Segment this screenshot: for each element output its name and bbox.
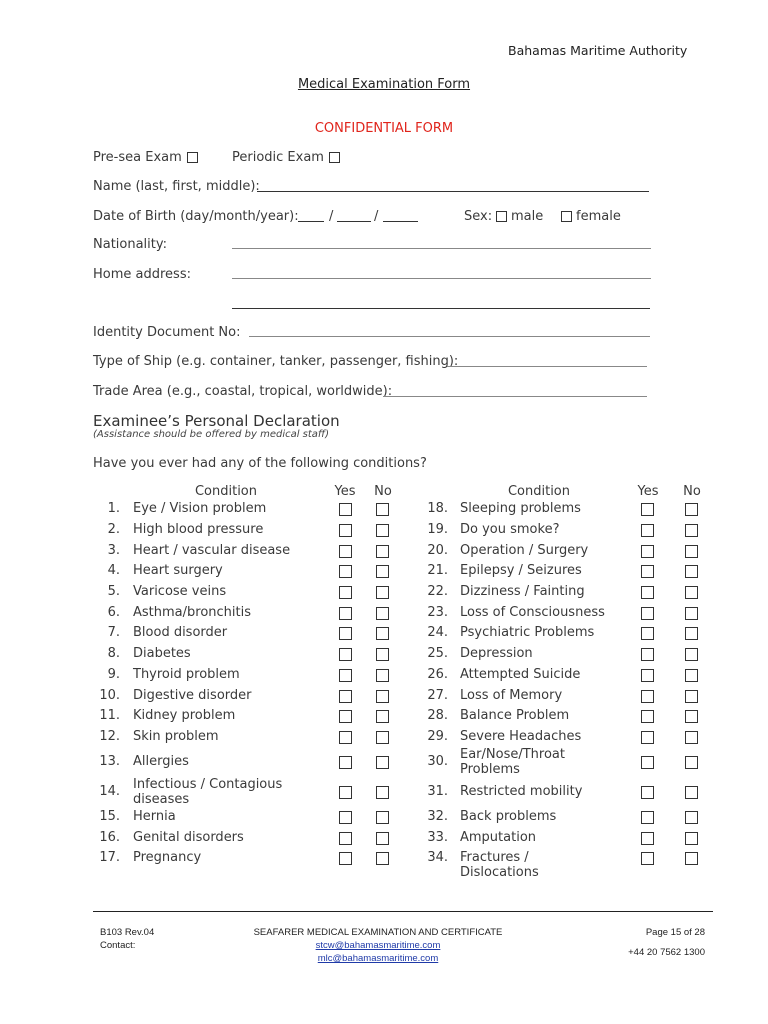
condition-number: 9. <box>107 667 120 682</box>
condition-number: 14. <box>99 784 120 799</box>
yes-checkbox[interactable] <box>339 627 352 640</box>
address-label: Home address: <box>93 267 191 282</box>
periodic-exam-option[interactable] <box>232 150 340 165</box>
condition-label: Hernia <box>133 809 176 824</box>
yes-checkbox[interactable] <box>641 731 654 744</box>
female-label: female <box>576 209 621 224</box>
male-option[interactable] <box>492 209 543 224</box>
confidential-label: CONFIDENTIAL FORM <box>314 121 454 136</box>
yes-column-header: Yes <box>334 484 356 499</box>
dob-year-field[interactable] <box>383 221 418 222</box>
yes-checkbox[interactable] <box>339 710 352 723</box>
condition-number: 26. <box>427 667 448 682</box>
yes-checkbox[interactable] <box>339 852 352 865</box>
no-column-header: No <box>374 484 392 499</box>
no-checkbox[interactable] <box>685 690 698 703</box>
no-checkbox[interactable] <box>685 811 698 824</box>
no-checkbox[interactable] <box>685 710 698 723</box>
name-field[interactable] <box>257 191 649 192</box>
no-checkbox[interactable] <box>376 731 389 744</box>
condition-number: 17. <box>99 850 120 865</box>
condition-number: 20. <box>427 543 448 558</box>
yes-checkbox[interactable] <box>641 690 654 703</box>
condition-label: Loss of Memory <box>460 688 563 703</box>
yes-checkbox[interactable] <box>339 811 352 824</box>
contact-label: Contact: <box>100 940 136 951</box>
no-checkbox[interactable] <box>376 852 389 865</box>
trade-area-field[interactable] <box>383 396 647 397</box>
no-checkbox[interactable] <box>376 524 389 537</box>
female-option[interactable] <box>557 209 621 224</box>
condition-number: 6. <box>107 605 120 620</box>
condition-number: 28. <box>427 708 448 723</box>
male-checkbox[interactable] <box>496 211 507 222</box>
no-checkbox[interactable] <box>685 786 698 799</box>
condition-number: 27. <box>427 688 448 703</box>
email-mlc-link[interactable]: mlc@bahamasmaritime.com <box>317 953 439 964</box>
yes-checkbox[interactable] <box>339 786 352 799</box>
yes-checkbox[interactable] <box>641 756 654 769</box>
name-label: Name (last, first, middle): <box>93 179 260 194</box>
sex-label: Sex: <box>464 209 493 224</box>
condition-number: 16. <box>99 830 120 845</box>
condition-label: Digestive disorder <box>133 688 252 703</box>
yes-checkbox[interactable] <box>641 607 654 620</box>
dob-month-field[interactable] <box>337 221 371 222</box>
no-checkbox[interactable] <box>685 731 698 744</box>
no-checkbox[interactable] <box>685 607 698 620</box>
condition-label: Pregnancy <box>133 850 202 865</box>
declaration-note: (Assistance should be offered by medical staff) <box>93 429 330 440</box>
no-checkbox[interactable] <box>376 503 389 516</box>
yes-checkbox[interactable] <box>339 586 352 599</box>
declaration-question: Have you ever had any of the following conditions? <box>93 456 427 471</box>
condition-number: 22. <box>427 584 448 599</box>
condition-label: Ear/Nose/Throat Problems <box>460 747 565 777</box>
condition-label: Back problems <box>460 809 557 824</box>
condition-label: Genital disorders <box>133 830 244 845</box>
no-checkbox[interactable] <box>376 690 389 703</box>
doc-code: B103 Rev.04 <box>100 927 155 938</box>
yes-checkbox[interactable] <box>339 669 352 682</box>
condition-label: Loss of Consciousness <box>460 605 605 620</box>
yes-checkbox[interactable] <box>641 524 654 537</box>
condition-label: Psychiatric Problems <box>460 625 595 640</box>
yes-checkbox[interactable] <box>641 565 654 578</box>
condition-label: High blood pressure <box>133 522 264 537</box>
condition-number: 3. <box>107 543 120 558</box>
condition-label: Amputation <box>460 830 537 845</box>
yes-checkbox[interactable] <box>641 786 654 799</box>
no-checkbox[interactable] <box>685 669 698 682</box>
condition-label: Diabetes <box>133 646 191 661</box>
yes-checkbox[interactable] <box>641 648 654 661</box>
yes-checkbox[interactable] <box>641 811 654 824</box>
condition-label: Attempted Suicide <box>460 667 581 682</box>
condition-label: Operation / Surgery <box>460 543 589 558</box>
periodic-checkbox[interactable] <box>329 152 340 163</box>
condition-label: Thyroid problem <box>133 667 240 682</box>
no-checkbox[interactable] <box>376 811 389 824</box>
no-checkbox[interactable] <box>376 669 389 682</box>
condition-number: 23. <box>427 605 448 620</box>
no-column-header: No <box>683 484 701 499</box>
yes-checkbox[interactable] <box>339 565 352 578</box>
condition-label: Heart / vascular disease <box>133 543 291 558</box>
ship-type-label: Type of Ship (e.g. container, tanker, passenger, fishing): <box>93 354 459 369</box>
condition-number: 2. <box>107 522 120 537</box>
condition-column-header: Condition <box>507 484 571 499</box>
condition-label: Restricted mobility <box>460 784 583 799</box>
no-checkbox[interactable] <box>685 586 698 599</box>
authority-name: Bahamas Maritime Authority <box>508 43 688 58</box>
no-checkbox[interactable] <box>685 545 698 558</box>
no-checkbox[interactable] <box>376 710 389 723</box>
declaration-heading: Examinee’s Personal Declaration <box>93 412 340 430</box>
condition-number: 7. <box>107 625 120 640</box>
yes-checkbox[interactable] <box>641 627 654 640</box>
condition-label: Kidney problem <box>133 708 236 723</box>
condition-label: Do you smoke? <box>460 522 560 537</box>
address-field-line-2[interactable] <box>232 308 650 309</box>
no-checkbox[interactable] <box>376 545 389 558</box>
nationality-label: Nationality: <box>93 237 168 252</box>
yes-checkbox[interactable] <box>641 545 654 558</box>
no-checkbox[interactable] <box>376 756 389 769</box>
yes-checkbox[interactable] <box>641 832 654 845</box>
pre-sea-checkbox[interactable] <box>187 152 198 163</box>
no-checkbox[interactable] <box>685 524 698 537</box>
yes-checkbox[interactable] <box>339 731 352 744</box>
condition-number: 4. <box>107 563 120 578</box>
no-checkbox[interactable] <box>685 756 698 769</box>
condition-label: Skin problem <box>133 729 219 744</box>
no-checkbox[interactable] <box>376 786 389 799</box>
condition-number: 34. <box>427 850 448 865</box>
condition-number: 31. <box>427 784 448 799</box>
condition-label: Allergies <box>133 754 189 769</box>
yes-checkbox[interactable] <box>339 690 352 703</box>
condition-label: Blood disorder <box>133 625 228 640</box>
condition-label: Depression <box>460 646 533 661</box>
condition-number: 11. <box>99 708 120 723</box>
yes-checkbox[interactable] <box>339 524 352 537</box>
doc-title: SEAFARER MEDICAL EXAMINATION AND CERTIFICATE <box>253 927 503 938</box>
condition-label: Infectious / Contagious diseases <box>133 777 283 807</box>
pre-sea-label: Pre-sea Exam <box>93 150 182 165</box>
email-stcw-link[interactable]: stcw@bahamasmaritime.com <box>315 940 441 951</box>
yes-checkbox[interactable] <box>641 669 654 682</box>
yes-checkbox[interactable] <box>339 832 352 845</box>
ship-type-field[interactable] <box>447 366 647 367</box>
condition-number: 29. <box>427 729 448 744</box>
condition-number: 21. <box>427 563 448 578</box>
no-checkbox[interactable] <box>376 627 389 640</box>
condition-number: 10. <box>99 688 120 703</box>
yes-checkbox[interactable] <box>641 852 654 865</box>
no-checkbox[interactable] <box>376 648 389 661</box>
condition-number: 33. <box>427 830 448 845</box>
dob-day-field[interactable] <box>298 221 324 222</box>
condition-label: Epilepsy / Seizures <box>460 563 582 578</box>
no-checkbox[interactable] <box>376 565 389 578</box>
yes-checkbox[interactable] <box>339 607 352 620</box>
condition-number: 30. <box>427 754 448 769</box>
page-number: Page 15 of 28 <box>645 927 705 938</box>
condition-number: 15. <box>99 809 120 824</box>
condition-number: 18. <box>427 501 448 516</box>
id-document-field[interactable] <box>249 336 650 337</box>
no-checkbox[interactable] <box>376 586 389 599</box>
condition-label: Heart surgery <box>133 563 223 578</box>
condition-number: 25. <box>427 646 448 661</box>
condition-label: Dizziness / Fainting <box>460 584 585 599</box>
condition-label: Severe Headaches <box>460 729 582 744</box>
footer-divider <box>93 911 713 912</box>
yes-checkbox[interactable] <box>641 710 654 723</box>
condition-label: Balance Problem <box>460 708 570 723</box>
condition-label: Asthma/bronchitis <box>133 605 251 620</box>
periodic-label: Periodic Exam <box>232 150 324 165</box>
condition-label: Fractures / Dislocations <box>460 850 539 880</box>
address-field-line-1[interactable] <box>232 278 651 279</box>
yes-checkbox[interactable] <box>641 503 654 516</box>
yes-column-header: Yes <box>637 484 659 499</box>
id-document-label: Identity Document No: <box>93 325 241 340</box>
nationality-field[interactable] <box>232 248 651 249</box>
condition-number: 13. <box>99 754 120 769</box>
yes-checkbox[interactable] <box>339 545 352 558</box>
dob-separator: / <box>329 209 334 224</box>
phone-number: +44 20 7562 1300 <box>628 947 705 958</box>
yes-checkbox[interactable] <box>339 503 352 516</box>
condition-number: 5. <box>107 584 120 599</box>
no-checkbox[interactable] <box>685 503 698 516</box>
no-checkbox[interactable] <box>685 565 698 578</box>
condition-number: 1. <box>107 501 120 516</box>
condition-number: 19. <box>427 522 448 537</box>
condition-label: Sleeping problems <box>460 501 581 516</box>
yes-checkbox[interactable] <box>641 586 654 599</box>
form-title: Medical Examination Form <box>297 77 471 92</box>
no-checkbox[interactable] <box>685 627 698 640</box>
condition-number: 12. <box>99 729 120 744</box>
no-checkbox[interactable] <box>376 607 389 620</box>
condition-label: Eye / Vision problem <box>133 501 267 516</box>
condition-label: Varicose veins <box>133 584 227 599</box>
no-checkbox[interactable] <box>685 832 698 845</box>
no-checkbox[interactable] <box>685 648 698 661</box>
yes-checkbox[interactable] <box>339 756 352 769</box>
no-checkbox[interactable] <box>685 852 698 865</box>
dob-separator: / <box>374 209 379 224</box>
condition-number: 32. <box>427 809 448 824</box>
female-checkbox[interactable] <box>561 211 572 222</box>
condition-number: 24. <box>427 625 448 640</box>
male-label: male <box>511 209 544 224</box>
pre-sea-exam-option[interactable] <box>93 150 198 165</box>
no-checkbox[interactable] <box>376 832 389 845</box>
yes-checkbox[interactable] <box>339 648 352 661</box>
condition-number: 8. <box>107 646 120 661</box>
trade-area-label: Trade Area (e.g., coastal, tropical, worldwide): <box>93 384 393 399</box>
dob-label: Date of Birth (day/month/year): <box>93 209 299 224</box>
condition-column-header: Condition <box>194 484 258 499</box>
